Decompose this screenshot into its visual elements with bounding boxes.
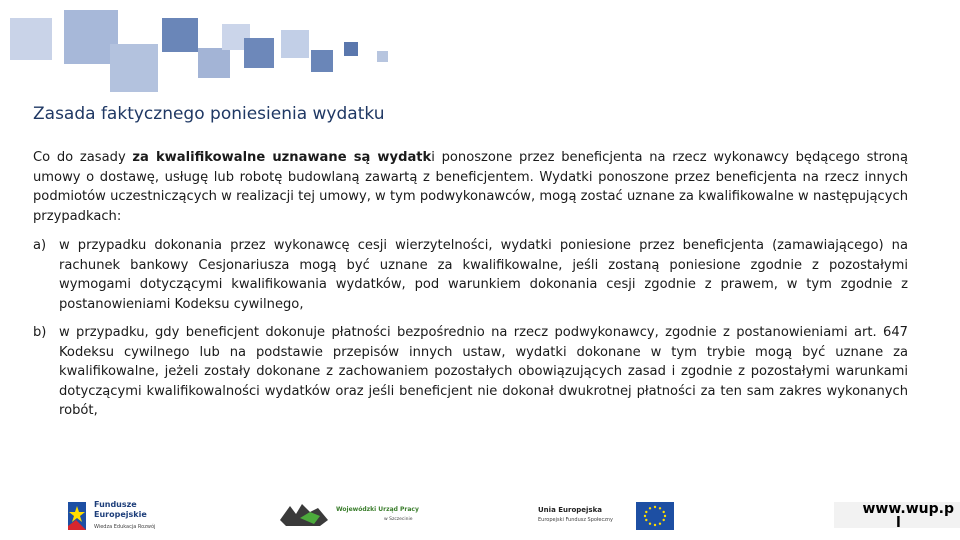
wup-logo bbox=[280, 498, 430, 534]
intro-text-end: i ponoszone przez beneficjenta na rzecz wykonawcy będącego stroną umowy o dostawę, usługę lub robotę budowlaną zawartą z beneficjentem. Wydatki ponoszone przez beneficjenta na rzecz innych podmiotów uczestniczących w realizacji tej umowy, w tym podwykonawców, mogą zostać uznane za kwalifikowalne w następujących przypadkach: bbox=[33, 150, 908, 224]
eu-flag-icon bbox=[636, 502, 674, 530]
page-title: Zasada faktycznego poniesienia wydatku bbox=[33, 104, 385, 124]
website-link[interactable] bbox=[834, 501, 960, 531]
intro-paragraph bbox=[33, 148, 908, 226]
decor-square bbox=[281, 30, 309, 58]
list-item bbox=[33, 323, 908, 421]
decor-square bbox=[10, 18, 52, 60]
fe-logo bbox=[64, 494, 184, 536]
website-text-line1: www.wup.p bbox=[862, 501, 954, 517]
list-item bbox=[33, 236, 908, 314]
eu-logo-line2: Europejski Fundusz Społeczny bbox=[538, 517, 613, 523]
fe-logo-line3: Wiedza Edukacja Rozwój bbox=[94, 524, 156, 530]
wup-logo-line1: Wojewódzki Urząd Pracy bbox=[336, 506, 419, 513]
eu-logo bbox=[538, 500, 678, 532]
wup-emblem-icon bbox=[280, 500, 330, 528]
decor-square bbox=[244, 38, 274, 68]
decor-square bbox=[162, 18, 198, 52]
website-text-line2: l bbox=[896, 515, 901, 531]
decor-square bbox=[377, 51, 388, 62]
footer-logos bbox=[0, 488, 960, 540]
eu-logo-line1: Unia Europejska bbox=[538, 506, 602, 514]
fe-logo-line2: Europejskie bbox=[94, 510, 147, 519]
fe-star-icon bbox=[64, 498, 90, 534]
decor-square bbox=[198, 48, 230, 78]
wup-logo-line2: w Szczecinie bbox=[384, 517, 413, 522]
fe-logo-line1: Fundusze bbox=[94, 500, 137, 509]
list-item-text: w przypadku dokonania przez wykonawcę cesji wierzytelności, wydatki poniesione przez beneficjenta (zamawiającego) na rachunek bankowy Cesjonariusza mogą być uznane za kwalifikowalne, jeśli zostaną poniesione zgodnie z pozostałymi wymogami dotyczącymi kwalifikowania wydatków, pod warunkiem dokonania cesji zgodnie z prawem, w tym zgodnie z postanowieniami Kodeksu cywilnego, bbox=[59, 238, 908, 312]
list-marker: a) bbox=[33, 238, 47, 253]
decor-square bbox=[110, 44, 158, 92]
decor-square bbox=[311, 50, 333, 72]
intro-text-start: Co do zasady bbox=[33, 150, 133, 165]
list-marker: b) bbox=[33, 325, 47, 340]
list-item-text: w przypadku, gdy beneficjent dokonuje płatności bezpośrednio na rzecz podwykonawcy, zgodnie z postanowieniami art. 647 Kodeksu cywilnego lub na podstawie przepisów innych ustaw, wydatki dokonane w tym trybie mogą być uznane za kwalifikowalne, jeżeli zostały dokonane z zachowaniem pozostałych obowiązujących zasad i zgodnie z pozostałymi warunkami dotyczącymi kwalifikowalności wydatków oraz jeśli beneficjent nie dokonał dwukrotnej płatności za ten sam zakres wykonanych robót, bbox=[59, 325, 908, 418]
decor-square bbox=[344, 42, 358, 56]
intro-bold-text: za kwalifikowalne uznawane są wydatk bbox=[132, 150, 432, 165]
